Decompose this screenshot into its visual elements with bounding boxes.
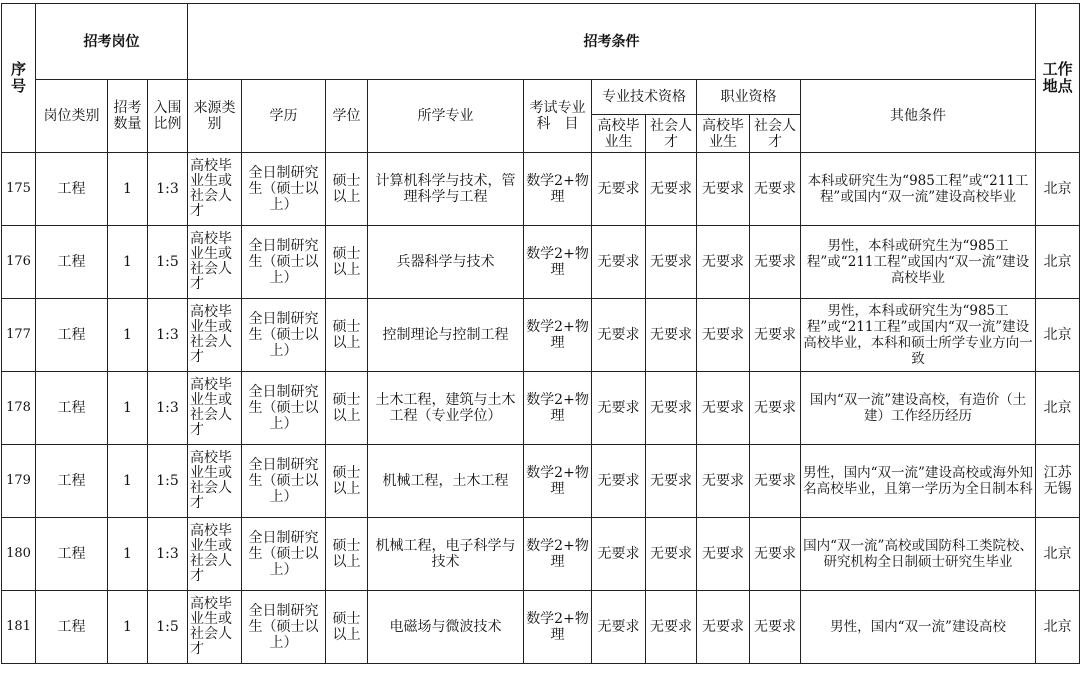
table-row [2, 153, 1080, 226]
cell-prof-grad: 无要求 [592, 153, 646, 226]
cell-education: 全日制研究生（硕士以上） [242, 518, 326, 591]
header-prof-grad: 高校毕业生 [592, 115, 646, 153]
cell-job-social: 无要求 [750, 372, 801, 445]
cell-source: 高校毕业生或社会人才 [188, 591, 242, 664]
cell-exam: 数学2+物理 [524, 518, 592, 591]
cell-degree: 硕士以上 [326, 299, 368, 372]
cell-exam: 数学2+物理 [524, 591, 592, 664]
cell-prof-social: 无要求 [646, 299, 697, 372]
cell-prof-grad: 无要求 [592, 299, 646, 372]
cell-ratio: 1:3 [148, 518, 188, 591]
cell-job-social: 无要求 [750, 445, 801, 518]
cell-exam: 数学2+物理 [524, 226, 592, 299]
cell-post-type: 工程 [36, 299, 108, 372]
recruitment-table [1, 3, 1080, 664]
cell-degree: 硕士以上 [326, 372, 368, 445]
cell-ratio: 1:3 [148, 372, 188, 445]
cell-location: 北京 [1036, 299, 1080, 372]
cell-major: 计算机科学与技术，管理科学与工程 [368, 153, 524, 226]
cell-job-social: 无要求 [750, 299, 801, 372]
header-post-type: 岗位类别 [36, 80, 108, 153]
cell-post-type: 工程 [36, 153, 108, 226]
header-prof-qual: 专业技术资格 [592, 80, 697, 115]
header-exam-subject: 考试专业科 目 [524, 80, 592, 153]
cell-job-grad: 无要求 [697, 445, 750, 518]
cell-major: 土木工程，建筑与土木工程（专业学位） [368, 372, 524, 445]
cell-prof-social: 无要求 [646, 226, 697, 299]
cell-education: 全日制研究生（硕士以上） [242, 226, 326, 299]
cell-seq: 177 [2, 299, 36, 372]
header-major: 所学专业 [368, 80, 524, 153]
table-row [2, 226, 1080, 299]
cell-exam: 数学2+物理 [524, 445, 592, 518]
cell-count: 1 [108, 153, 148, 226]
table-row [2, 445, 1080, 518]
cell-prof-grad: 无要求 [592, 226, 646, 299]
table-row [2, 372, 1080, 445]
cell-degree: 硕士以上 [326, 153, 368, 226]
table-body [2, 153, 1080, 664]
cell-degree: 硕士以上 [326, 591, 368, 664]
cell-post-type: 工程 [36, 226, 108, 299]
cell-location: 江苏无锡 [1036, 445, 1080, 518]
cell-count: 1 [108, 226, 148, 299]
cell-ratio: 1:5 [148, 445, 188, 518]
table-row [2, 591, 1080, 664]
cell-source: 高校毕业生或社会人才 [188, 372, 242, 445]
header-other: 其他条件 [801, 80, 1036, 153]
cell-post-type: 工程 [36, 372, 108, 445]
cell-degree: 硕士以上 [326, 518, 368, 591]
cell-other: 国内“双一流”建设高校，有造价（土建）工作经历经历 [801, 372, 1036, 445]
cell-exam: 数学2+物理 [524, 153, 592, 226]
cell-other: 男性，国内“双一流”建设高校或海外知名高校毕业，且第一学历为全日制本科 [801, 445, 1036, 518]
cell-prof-social: 无要求 [646, 518, 697, 591]
cell-education: 全日制研究生（硕士以上） [242, 591, 326, 664]
cell-ratio: 1:3 [148, 299, 188, 372]
cell-seq: 179 [2, 445, 36, 518]
cell-source: 高校毕业生或社会人才 [188, 299, 242, 372]
header-degree: 学位 [326, 80, 368, 153]
header-row-1 [2, 4, 1080, 80]
cell-education: 全日制研究生（硕士以上） [242, 153, 326, 226]
cell-ratio: 1:3 [148, 153, 188, 226]
cell-degree: 硕士以上 [326, 445, 368, 518]
cell-other: 本科或研究生为“985工程”或“211工程”或国内“双一流”建设高校毕业 [801, 153, 1036, 226]
cell-other: 国内“双一流”高校或国防科工类院校、研究机构全日制硕士研究生毕业 [801, 518, 1036, 591]
cell-prof-social: 无要求 [646, 372, 697, 445]
header-job-social: 社会人才 [750, 115, 801, 153]
cell-count: 1 [108, 372, 148, 445]
cell-location: 北京 [1036, 153, 1080, 226]
table-row [2, 518, 1080, 591]
cell-education: 全日制研究生（硕士以上） [242, 299, 326, 372]
header-source: 来源类别 [188, 80, 242, 153]
cell-exam: 数学2+物理 [524, 299, 592, 372]
cell-major: 机械工程，电子科学与技术 [368, 518, 524, 591]
cell-count: 1 [108, 445, 148, 518]
cell-location: 北京 [1036, 518, 1080, 591]
cell-major: 电磁场与微波技术 [368, 591, 524, 664]
cell-location: 北京 [1036, 372, 1080, 445]
cell-prof-grad: 无要求 [592, 518, 646, 591]
cell-post-type: 工程 [36, 591, 108, 664]
cell-count: 1 [108, 591, 148, 664]
cell-source: 高校毕业生或社会人才 [188, 445, 242, 518]
cell-prof-grad: 无要求 [592, 591, 646, 664]
cell-seq: 176 [2, 226, 36, 299]
cell-source: 高校毕业生或社会人才 [188, 226, 242, 299]
cell-job-grad: 无要求 [697, 591, 750, 664]
cell-location: 北京 [1036, 591, 1080, 664]
cell-seq: 180 [2, 518, 36, 591]
header-group-conditions: 招考条件 [188, 4, 1036, 80]
cell-degree: 硕士以上 [326, 226, 368, 299]
header-education: 学历 [242, 80, 326, 153]
cell-count: 1 [108, 518, 148, 591]
cell-job-social: 无要求 [750, 591, 801, 664]
header-seq: 序号 [2, 4, 36, 153]
cell-ratio: 1:5 [148, 591, 188, 664]
cell-seq: 181 [2, 591, 36, 664]
cell-job-grad: 无要求 [697, 153, 750, 226]
cell-other: 男性，本科或研究生为“985工程”或“211工程”或国内“双一流”建设高校毕业，本科和硕士所学专业方向一致 [801, 299, 1036, 372]
cell-source: 高校毕业生或社会人才 [188, 153, 242, 226]
cell-source: 高校毕业生或社会人才 [188, 518, 242, 591]
cell-job-social: 无要求 [750, 226, 801, 299]
cell-job-grad: 无要求 [697, 226, 750, 299]
cell-job-grad: 无要求 [697, 299, 750, 372]
cell-other: 男性，国内“双一流”建设高校 [801, 591, 1036, 664]
cell-job-grad: 无要求 [697, 518, 750, 591]
cell-prof-social: 无要求 [646, 153, 697, 226]
cell-prof-grad: 无要求 [592, 372, 646, 445]
cell-major: 控制理论与控制工程 [368, 299, 524, 372]
cell-post-type: 工程 [36, 445, 108, 518]
cell-major: 兵器科学与技术 [368, 226, 524, 299]
header-row-2 [2, 80, 1080, 115]
header-location: 工作地点 [1036, 4, 1080, 153]
cell-count: 1 [108, 299, 148, 372]
cell-other: 男性，本科或研究生为“985工程”或“211工程”或国内“双一流”建设高校毕业 [801, 226, 1036, 299]
cell-seq: 175 [2, 153, 36, 226]
cell-seq: 178 [2, 372, 36, 445]
cell-location: 北京 [1036, 226, 1080, 299]
header-prof-social: 社会人才 [646, 115, 697, 153]
header-ratio: 入围比例 [148, 80, 188, 153]
header-job-qual: 职业资格 [697, 80, 801, 115]
cell-post-type: 工程 [36, 518, 108, 591]
cell-job-social: 无要求 [750, 518, 801, 591]
cell-job-social: 无要求 [750, 153, 801, 226]
table-row [2, 299, 1080, 372]
cell-education: 全日制研究生（硕士以上） [242, 445, 326, 518]
cell-job-grad: 无要求 [697, 372, 750, 445]
cell-prof-social: 无要求 [646, 591, 697, 664]
cell-prof-grad: 无要求 [592, 445, 646, 518]
header-count: 招考数量 [108, 80, 148, 153]
cell-prof-social: 无要求 [646, 445, 697, 518]
cell-exam: 数学2+物理 [524, 372, 592, 445]
cell-ratio: 1:5 [148, 226, 188, 299]
header-group-post: 招考岗位 [36, 4, 188, 80]
cell-major: 机械工程，土木工程 [368, 445, 524, 518]
header-job-grad: 高校毕业生 [697, 115, 750, 153]
cell-education: 全日制研究生（硕士以上） [242, 372, 326, 445]
